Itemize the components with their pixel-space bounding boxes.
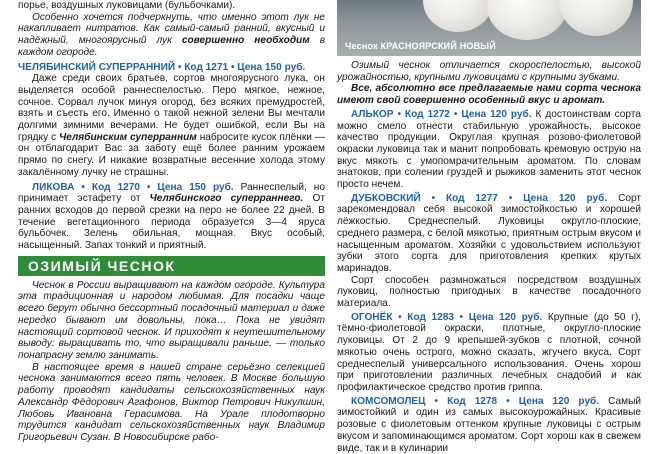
garlic-intro: Озимый чеснок отличается скороспелостью, высокой урожайностью, крупными луковицами с крупными зубками. [337,60,641,83]
garlic-intro-bold: Все, абсолютно все предлагаемые нами сорта чеснока имеют свой совершенно особенный вкус и аромат. [337,83,641,107]
garlic-bulb-image [487,0,567,40]
garlic-photo [337,0,641,56]
product-desc-komsomolets: КОМСОМОЛЕЦ • Код 1278 • Цена 120 руб. Самый зимостойкий и один из самых высокоурожайных. Красивые розовые с фиолетовым оттенком крупные луковицы с острым вкусом и запоминающимся ароматом. Сорт хорош как в свежем виде, так и в кулинарии [337,395,641,454]
left-column [18,0,326,443]
product-desc-ogonyok: ОГОНЁК • Код 1283 • Цена 120 руб. Крупные (до 50 г), тёмно-фиолетовой окраски, плотные, округло-плоские луковицы. От 2 до 9 крепышей-зубков с плотной, сочной мякотью очень острого, можно сказать, жгучего вкуса. Сорт среднеспелый универсального использования. Очень хорош при приготовлении различных лечебных снадобий и как профилактическое средство против гриппа. [337,311,641,393]
product-desc-dubkovsky-extra: Сорт способен размножаться посредством воздушных луковиц, полностью пригодных в качестве посадочного материала. [337,274,641,310]
intro-line: порье, воздушных луковицами (бульбочками). [18,0,236,11]
product-desc-dubkovsky: ДУБКОВСКИЙ • Код 1277 • Цена 120 руб. Сорт зарекомендовал себя высокой зимостойкостью и хорошей лёжкостью. Среднеспелый. Луковицы округло-плоские, среднего размера, с белой мякотью, приятным острым вкусом и насыщенным ароматом. Хозяйки с удовольствием используют зубки этого сорта для приготовления крепких крутых маринадов. [337,192,641,274]
section-title-ozimy-chesnok: ОЗИМЫЙ ЧЕСНОК [18,256,325,276]
photo-caption: Чеснок КРАСНОЯРСКИЙ НОВЫЙ [345,41,496,51]
product-desc-chelyabinsky: Даже среди своих братьев, сортов многоярусного лука, он выделяется особой раннеспелостью. Перо мягкое, нежное, сочное. Сорвал лучок минуя огород, без всяких премудростей, взять и съесть его. Именно о такой нежной зелени Вы мечтали долгими зимними вечерами. Не будет ошибкой, если Вы на грядку с Челябинским суперранним набросите кусок плёнки — он отблагодарит Вас за заботу ещё более ранним урожаем прямо по снегу. И никакие возвратные весенние холода этому закалённому лучку не страшны. [18,73,325,178]
product-desc-alkor: АЛЬКОР • Код 1272 • Цена 120 руб. К достоинствам сорта можно смело отнести стабильную урожайность, высокое качество продукции. Округлая крупная розово-фиолетовой окраски луковица так и манит попробовать кремовую острую на вкус мякоть с умопомрачительным ароматом. По словам знатоков, при солении груздей и рыжиков заменить этот чеснок просто нечем. [337,108,641,191]
garlic-bulb-image [423,0,493,32]
intro-paragraph: Особенно хочется подчеркнуть, что именно этот лук не накапливает нитратов. Как самый-самый ранний, вкусный и надёжный, многоярусный лук совершенно необходим в каждом огороде. [18,11,325,58]
garlic-bulb-image [559,0,633,36]
article-paragraph-1: Чеснок в России выращивают на каждом огороде. Культура эта традиционная и народом любимая. Для посадки чаще всего берут обычно бессортный посадочный материал и даже нередко бывают им довольны, пока… Пока не увидят настоящий сортовой чеснок. И приходят к неутешительному выводу: выращивать то, что выращивали раньше, — только понапрасну землю занимать. [18,279,325,361]
article-paragraph-2: В настоящее время в нашей стране серьёзно селекцией чеснока занимаются всего пять человек. В Москве большую работу проводят кандидаты сельскохозяйственных наук Александр Фёдорович Агафонов, Виктор Петрович Никулшин, Любовь Ивановна Герасимова. На Урале плодотворно трудится кандидат сельскохозяйственных наук Владимир Григорьевич Сузан. В Новосибирске рабо- [18,361,325,443]
product-desc-likova: ЛИКОВА • Код 1270 • Цена 150 руб. Раннеспелый, но принимает эстафету от Челябинского суперраннего. От ранних всходов до первой срезки на перо не более 22 дней. В течение вегетационного периода образуется 3—4 яруса бульбочек. Зелень обильная, мощная. Вкус особый, насыщенный. Запах тонкий и приятный. [18,181,326,252]
product-header-chelyabinsky: ЧЕЛЯБИНСКИЙ СУПЕРРАННИЙ • Код 1271 • Цена 150 руб. [18,61,306,73]
right-column [337,0,641,454]
